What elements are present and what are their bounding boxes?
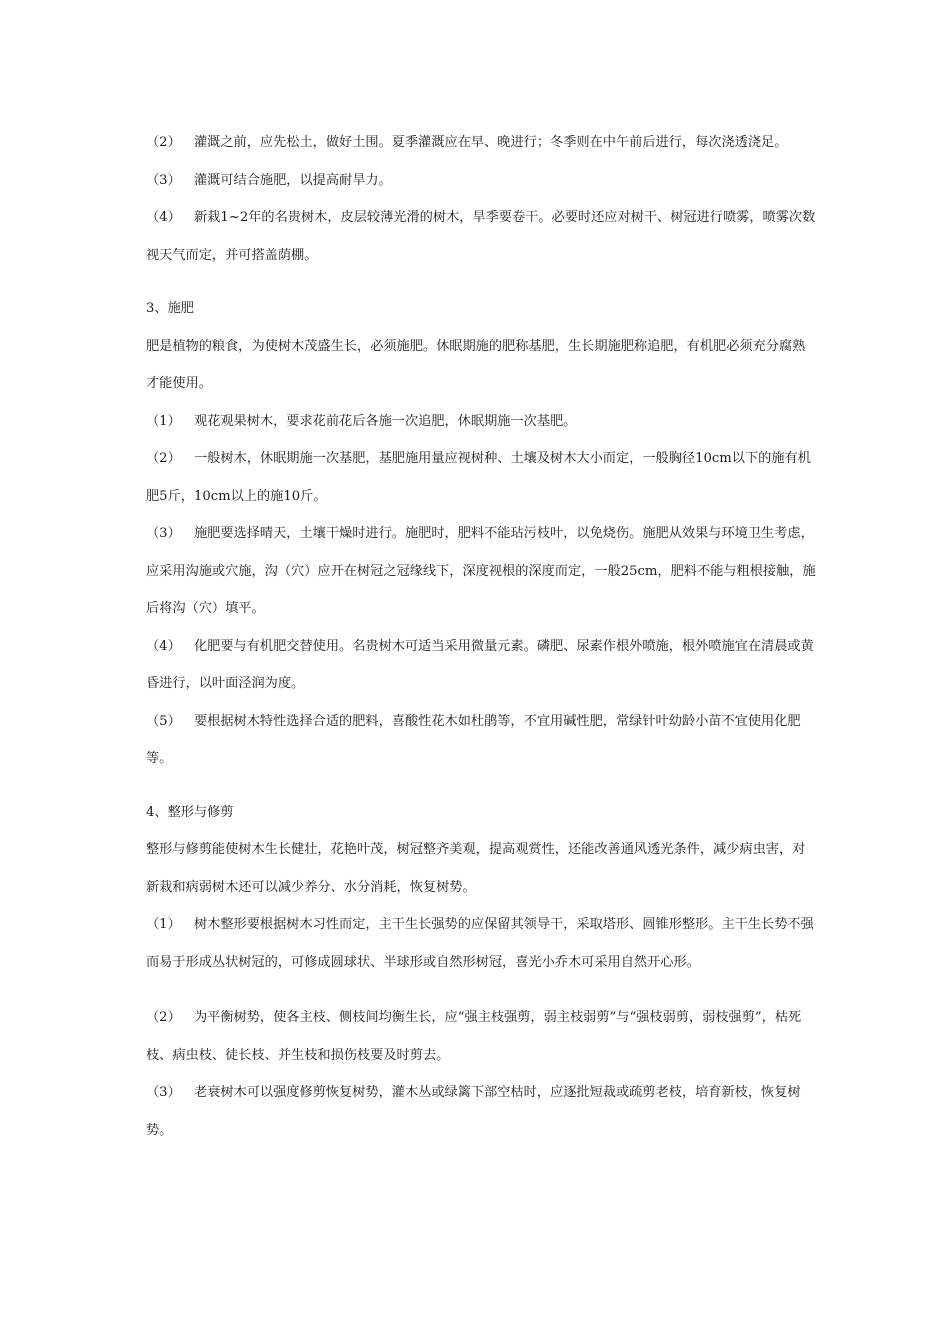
section-heading-fertilizing: 3、施肥 <box>146 301 194 316</box>
item-text: 一般树木，休眠期施一次基肥，基肥施用量应视树种、土壤及树木大小而定，一般胸径10cm以下的施有机肥5斤，10cm以上的施10斤。 <box>146 451 811 504</box>
item-number: （1） <box>146 917 181 932</box>
item-text: 化肥要与有机肥交替使用。名贵树木可适当采用微量元素。磷肥、尿素作根外喷施，根外喷施宜在清晨或黄昏进行，以叶面泾润为度。 <box>146 638 814 691</box>
list-item-fertilizing-2 <box>146 440 818 515</box>
item-number: （2） <box>146 135 181 150</box>
list-item-irrigation-3 <box>146 162 818 200</box>
list-item-fertilizing-1 <box>146 403 818 441</box>
item-text: 灌溉之前，应先松土，做好土围。夏季灌溉应在早、晚进行；冬季则在中午前后进行，每次浇透浇足。 <box>194 135 788 150</box>
item-number: （3） <box>146 172 181 188</box>
section-intro-fertilizing: 肥是植物的粮食，为使树木茂盛生长，必须施肥。休眠期施的肥称基肥，生长期施肥称追肥，有机肥必须充分腐熟才能使用。 <box>146 338 806 391</box>
item-number: （4） <box>146 210 181 225</box>
item-number: （2） <box>146 1010 181 1025</box>
list-item-fertilizing-5 <box>146 703 818 778</box>
item-number: （5） <box>146 713 181 729</box>
list-item-pruning-3 <box>146 1074 818 1149</box>
item-text: 为平衡树势，使各主枝、侧枝间均衡生长，应“强主枝强剪，弱主枝弱剪”与“强枝弱剪，弱枝强剪”，枯死枝、病虫枝、徒长枝、并生枝和损伤枝要及时剪去。 <box>146 1010 802 1063</box>
item-text: 要根据树木特性选择合适的肥料，喜酸性花木如杜鹃等，不宜用碱性肥，常绿针叶幼龄小苗不宜使用化肥等。 <box>146 713 801 766</box>
item-text: 施肥要选择晴天，土壤干燥时进行。施肥时，肥料不能玷污枝叶，以免烧伤。施肥从效果与环境卫生考虑，应采用沟施或穴施，沟（穴）应开在树冠之冠缘线下，深度视根的深度而定，一般25cm，肥料不能与粗根接触，施后将沟（穴）填平。 <box>146 526 816 616</box>
item-number: （2） <box>146 451 181 466</box>
list-item-fertilizing-4 <box>146 628 818 703</box>
item-text: 老衰树木可以强度修剪恢复树势，灌木丛或绿篱下部空枯时，应逐批短裁或疏剪老枝，培育新枝，恢复树势。 <box>146 1085 801 1138</box>
item-text: 灌溉可结合施肥，以提高耐旱力。 <box>194 172 392 188</box>
item-number: （4） <box>146 638 181 654</box>
list-item-irrigation-2 <box>146 124 818 162</box>
section-intro-pruning: 整形与修剪能使树木生长健壮，花艳叶茂，树冠整齐美观，提高观赏性，还能改善通风透光条件，减少病虫害，对新栽和病弱树木还可以减少养分、水分消耗，恢复树势。 <box>146 842 806 895</box>
section-heading-pruning: 4、整形与修剪 <box>146 804 234 820</box>
item-number: （3） <box>146 526 181 541</box>
item-text: 新栽1~2年的名贵树木，皮层较薄光滑的树木，旱季要卷干。必要时还应对树干、树冠进行喷雾，喷雾次数视天气而定，并可搭盖荫棚。 <box>146 210 816 263</box>
item-text: 树木整形要根据树木习性而定，主干生长强势的应保留其领导干，采取塔形、圆锥形整形。主干生长势不强而易于形成丛状树冠的，可修成圆球状、半球形或自然形树冠，喜光小乔木可采用自然开心形。 <box>146 917 814 970</box>
list-item-pruning-1 <box>146 906 818 981</box>
list-item-fertilizing-3 <box>146 515 818 628</box>
list-item-irrigation-4 <box>146 199 818 274</box>
document-body <box>146 124 818 1149</box>
item-number: （1） <box>146 413 181 429</box>
item-text: 观花观果树木，要求花前花后各施一次追肥，休眠期施一次基肥。 <box>194 413 577 429</box>
list-item-pruning-2 <box>146 999 818 1074</box>
item-number: （3） <box>146 1085 181 1100</box>
